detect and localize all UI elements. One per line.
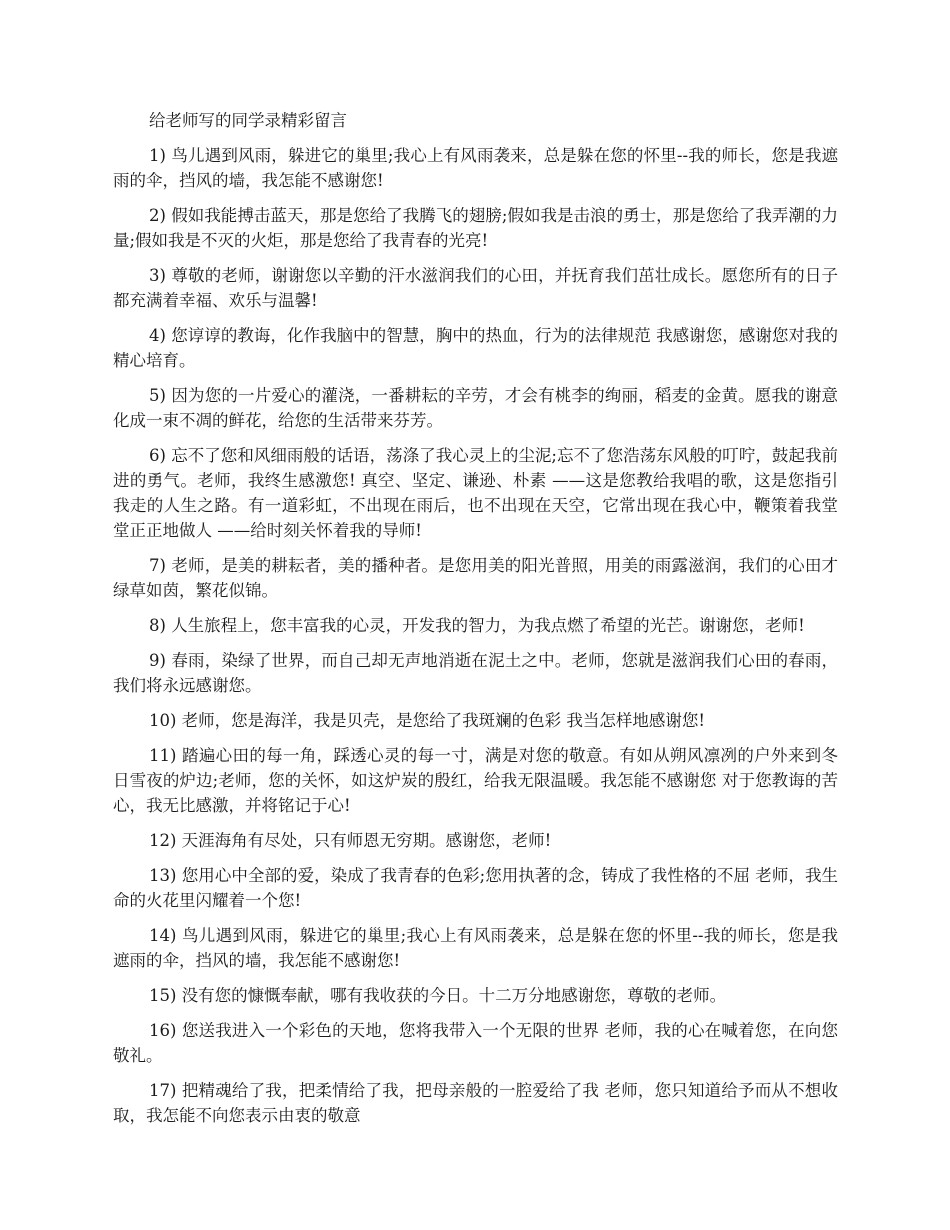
paragraph-5: 5) 因为您的一片爱心的灌浇，一番耕耘的辛劳，才会有桃李的绚丽，稻麦的金黄。愿我的谢意化成一束不凋的鲜花，给您的生活带来芬芳。 [113,386,838,430]
paragraph-8: 8) 人生旅程上，您丰富我的心灵，开发我的智力，为我点燃了希望的光芒。谢谢您，老师! [149,616,805,635]
paragraph-11: 11) 踏遍心田的每一角，踩透心灵的每一寸，满是对您的敬意。有如从朔风凛冽的户外来到冬日雪夜的炉边;老师，您的关怀，如这炉炭的殷红，给我无限温暖。我怎能不感谢您 对于您教诲的苦心，我无比感激，并将铭记于心! [113,746,838,815]
paragraph-16: 16) 您送我进入一个彩色的天地，您将我带入一个无限的世界 老师，我的心在喊着您，在向您敬礼。 [113,1021,838,1065]
paragraph-3: 3) 尊敬的老师，谢谢您以辛勤的汗水滋润我们的心田，并抚育我们茁壮成长。愿您所有的日子都充满着幸福、欢乐与温馨! [113,266,838,310]
paragraph-6: 6) 忘不了您和风细雨般的话语，荡涤了我心灵上的尘泥;忘不了您浩荡东风般的叮咛，鼓起我前进的勇气。老师，我终生感激您! 真空、坚定、谦逊、朴素 ——这是您教给我唱的歌，这是您指引我走的人生之路。有一道彩虹，不出现在雨后，也不出现在天空，它常出现在我心中，鞭策着我堂堂正正地做人 ——给时刻关怀着我的导师! [113,446,838,540]
document-page [113,108,838,1138]
paragraph-10: 10) 老师，您是海洋，我是贝壳，是您给了我斑斓的色彩 我当怎样地感谢您! [149,711,706,730]
paragraph-12: 12) 天涯海角有尽处，只有师恩无穷期。感谢您，老师! [149,831,552,850]
paragraph-15: 15) 没有您的慷慨奉献，哪有我收获的今日。十二万分地感谢您，尊敬的老师。 [149,986,727,1005]
paragraph-14: 14) 鸟儿遇到风雨，躲进它的巢里;我心上有风雨袭来，总是躲在您的怀里--我的师长，您是我遮雨的伞，挡风的墙，我怎能不感谢您! [113,926,838,970]
paragraph-7: 7) 老师，是美的耕耘者，美的播种者。是您用美的阳光普照，用美的雨露滋润，我们的心田才绿草如茵，繁花似锦。 [113,556,838,600]
paragraph-17: 17) 把精魂给了我，把柔情给了我，把母亲般的一腔爱给了我 老师，您只知道给予而从不想收取，我怎能不向您表示由衷的敬意 [113,1081,838,1125]
paragraph-4: 4) 您谆谆的教诲，化作我脑中的智慧，胸中的热血，行为的法律规范 我感谢您，感谢您对我的精心培育。 [113,326,838,370]
paragraph-9: 9) 春雨，染绿了世界，而自己却无声地消逝在泥土之中。老师，您就是滋润我们心田的春雨，我们将永远感谢您。 [113,651,838,695]
document-title: 给老师写的同学录精彩留言 [149,111,347,130]
paragraph-1: 1) 鸟儿遇到风雨，躲进它的巢里;我心上有风雨袭来，总是躲在您的怀里--我的师长，您是我遮雨的伞，挡风的墙，我怎能不感谢您! [113,146,838,190]
paragraph-2: 2) 假如我能搏击蓝天，那是您给了我腾飞的翅膀;假如我是击浪的勇士，那是您给了我弄潮的力量;假如我是不灭的火炬，那是您给了我青春的光亮! [113,206,838,250]
paragraph-13: 13) 您用心中全部的爱，染成了我青春的色彩;您用执著的念，铸成了我性格的不屈 老师，我生命的火花里闪耀着一个您! [113,866,838,910]
